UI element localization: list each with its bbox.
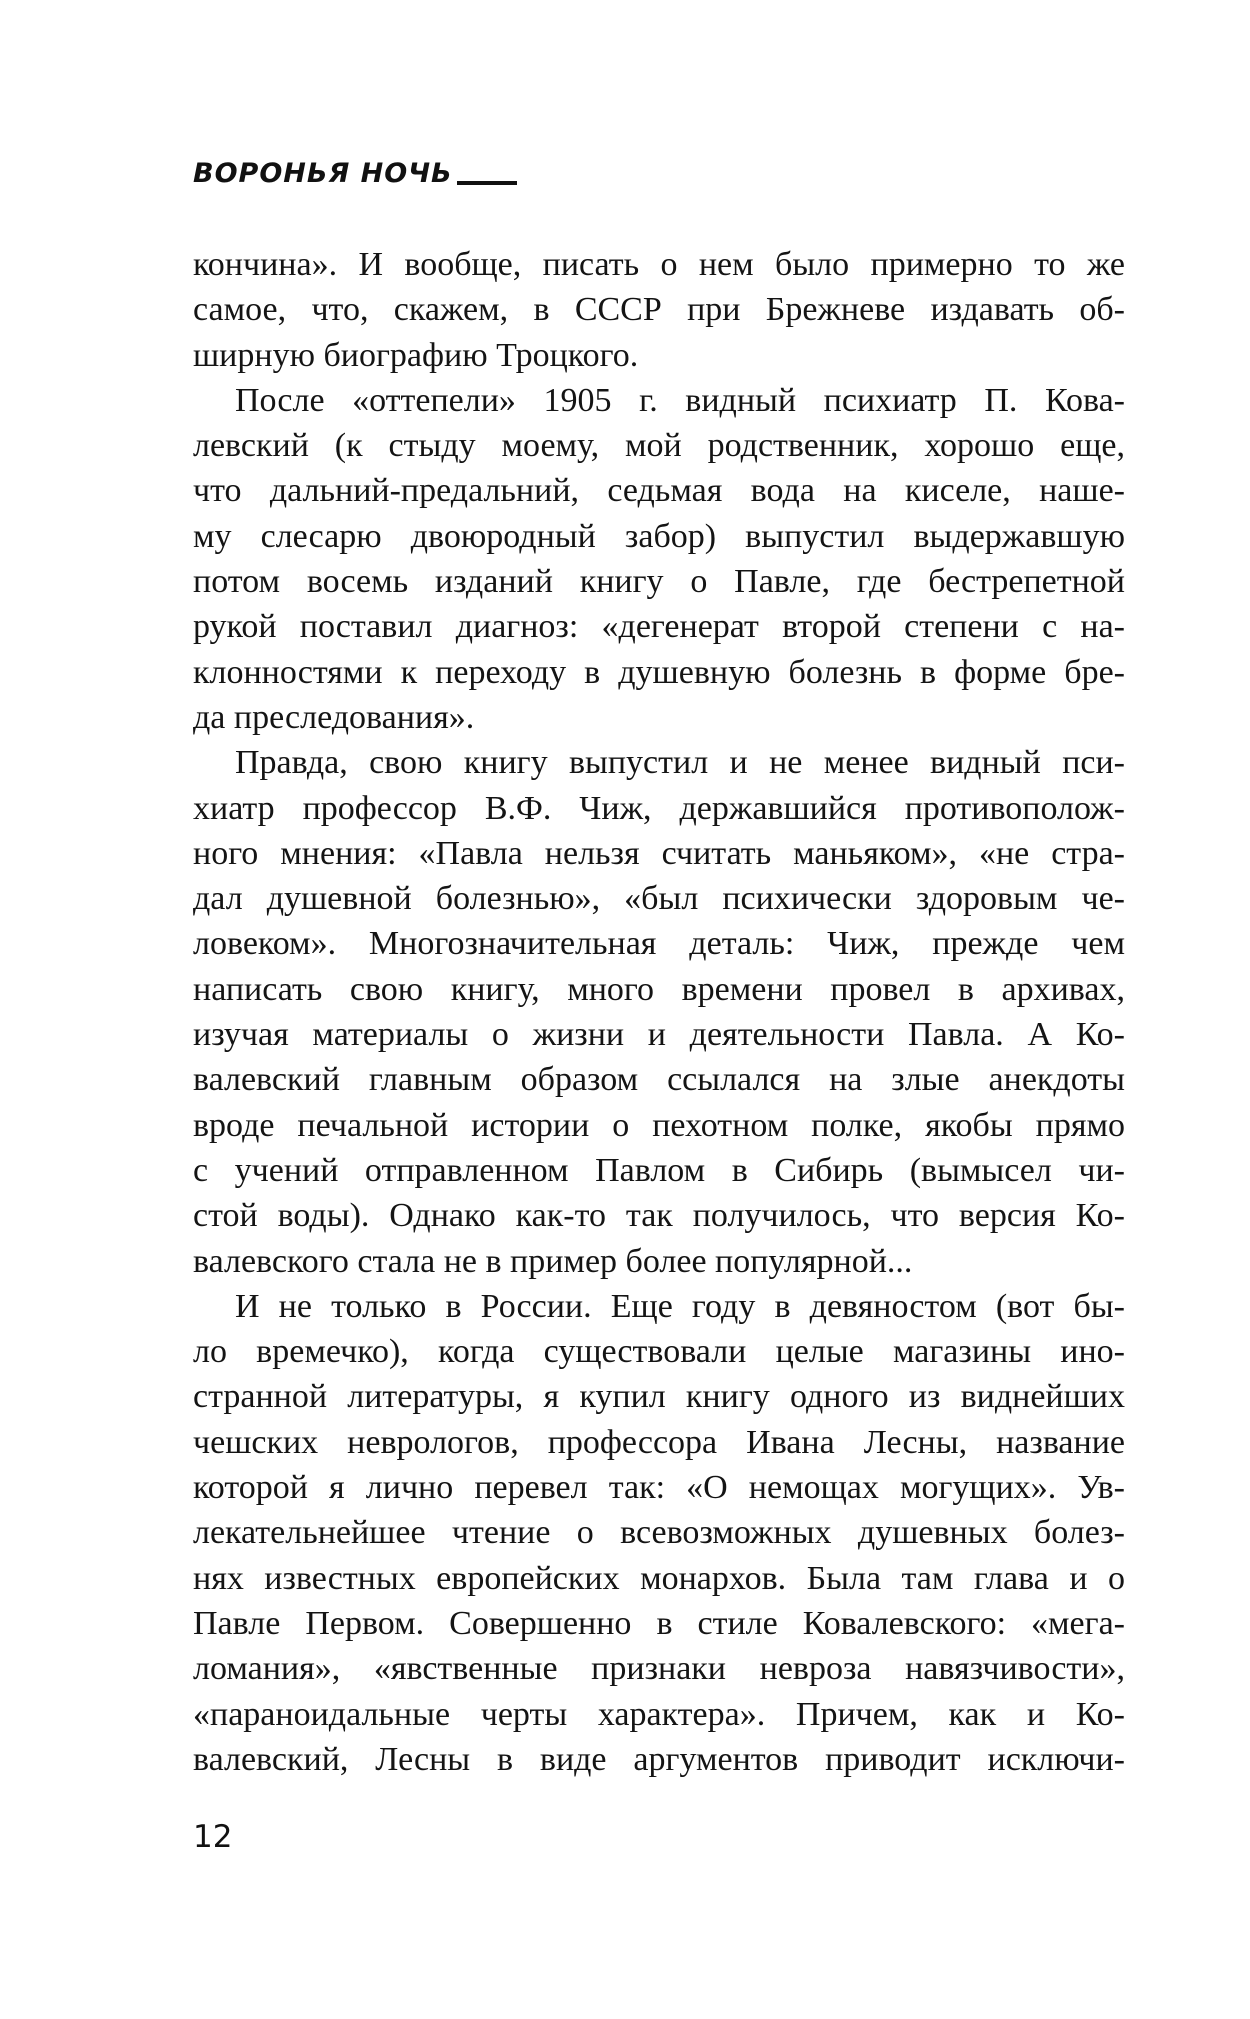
text-line: Павле Первом. Совершенно в стиле Ковалевского: «мега- <box>193 1604 1125 1642</box>
text-line: потом восемь изданий книгу о Павле, где бестрепетной <box>193 563 1125 601</box>
text-line: ширную биографию Троцкого. <box>193 336 639 374</box>
text-line: кончина». И вообще, писать о нем было примерно то же <box>193 246 1125 283</box>
text-line: странной литературы, я купил книгу одного из виднейших <box>193 1378 1125 1416</box>
text-line: валевского стала не в пример более популярной... <box>193 1242 913 1280</box>
text-line: ловеком». Многозначительная деталь: Чиж, прежде чем <box>193 925 1125 963</box>
text-line: стой воды). Однако как-то так получилось, что версия Ко- <box>193 1197 1125 1235</box>
text-line: Правда, свою книгу выпустил и не менее видный пси- <box>235 744 1125 782</box>
text-line: изучая материалы о жизни и деятельности Павла. А Ко- <box>193 1016 1125 1054</box>
text-line: хиатр профессор В.Ф. Чиж, державшийся противополож- <box>193 789 1125 827</box>
text-line: что дальний-предальний, седьмая вода на киселе, наше- <box>193 472 1125 510</box>
text-line: клонностями к переходу в душевную болезнь в форме бре- <box>193 653 1125 691</box>
text-line: дал душевной болезнью», «был психически здоровым че- <box>193 880 1125 918</box>
text-line: написать свою книгу, много времени провел в архивах, <box>193 970 1125 1008</box>
text-line: самое, что, скажем, в СССР при Брежневе издавать об- <box>193 291 1125 329</box>
text-line: «параноидальные черты характера». Причем, как и Ко- <box>193 1695 1125 1733</box>
text-line: чешских неврологов, профессора Ивана Лесны, название <box>193 1423 1125 1461</box>
text-line: После «оттепели» 1905 г. видный психиатр П. Кова- <box>235 381 1125 419</box>
text-line: И не только в России. Еще году в девяностом (вот бы- <box>235 1287 1125 1325</box>
running-title: ВОРОНЬЯ НОЧЬ <box>193 158 453 189</box>
page-number: 12 <box>193 1819 233 1855</box>
text-line: рукой поставил диагноз: «дегенерат второй степени с на- <box>193 608 1125 646</box>
text-line: ного мнения: «Павла нельзя считать маньяком», «не стра- <box>193 834 1125 872</box>
running-head <box>193 160 517 187</box>
text-line: му слесарю двоюродный забор) выпустил выдержавшую <box>193 517 1125 555</box>
text-line: нях известных европейских монархов. Была там глава и о <box>193 1559 1125 1597</box>
text-line: валевский главным образом ссылался на злые анекдоты <box>193 1061 1125 1099</box>
text-line: вроде печальной истории о пехотном полке, якобы прямо <box>193 1106 1125 1144</box>
body-text <box>193 242 1125 1782</box>
text-line: которой я лично перевел так: «О немощах могущих». Ув- <box>193 1469 1125 1507</box>
text-line: ломания», «явственные признаки невроза навязчивости», <box>193 1650 1125 1688</box>
text-line: с учений отправленном Павлом в Сибирь (вымысел чи- <box>193 1151 1125 1189</box>
text-line: валевский, Лесны в виде аргументов приводит исключи- <box>193 1740 1125 1778</box>
text-line: левский (к стыду моему, мой родственник, хорошо еще, <box>193 427 1125 465</box>
text-line: ло времечко), когда существовали целые магазины ино- <box>193 1333 1125 1371</box>
text-line: да преследования». <box>193 698 475 736</box>
running-head-rule <box>457 181 517 185</box>
text-line: лекательнейшее чтение о всевозможных душевных болез- <box>193 1514 1125 1552</box>
